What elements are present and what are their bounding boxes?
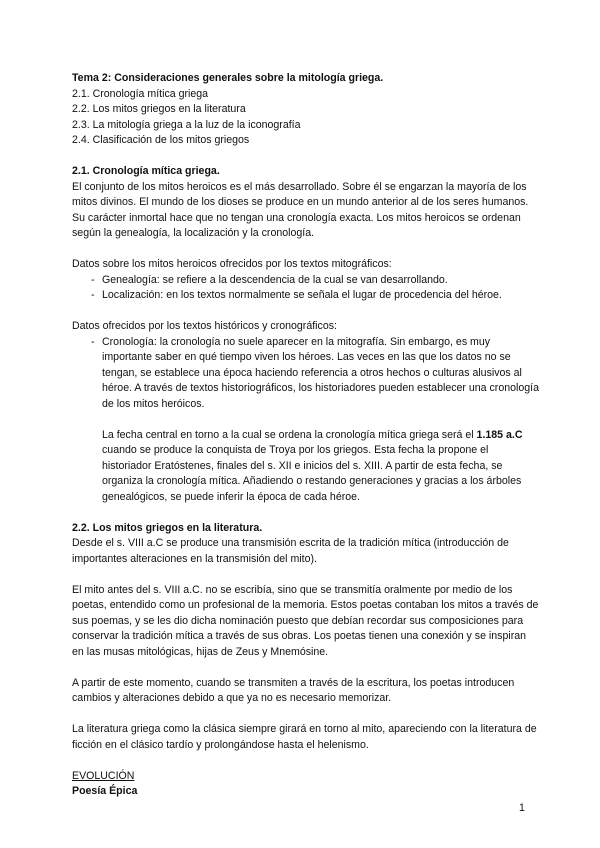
toc-item: 2.2. Los mitos griegos en la literatura bbox=[72, 103, 246, 115]
page-number: 1 bbox=[519, 802, 525, 814]
list-item bbox=[72, 335, 540, 413]
dash-bullet: - bbox=[91, 273, 95, 286]
mythographic-list bbox=[72, 273, 540, 304]
section-2-paragraph-3: A partir de este momento, cuando se transmiten a través de la escritura, los poetas introducen cambios y alteraciones debido a que ya no es necesario memorizar. bbox=[72, 676, 515, 704]
evolution-heading: EVOLUCIÓN bbox=[72, 769, 135, 782]
historic-list bbox=[72, 335, 540, 413]
toc-item: 2.1. Cronología mítica griega bbox=[72, 87, 209, 100]
historic-intro: Datos ofrecidos por los textos históricos y cronográficos: bbox=[72, 320, 337, 332]
section-1-intro: El conjunto de los mitos heroicos es el más desarrollado. Sobre él se engarzan la mayoría de los mitos divinos. El mundo de los dioses se produce en un mundo anterior al de los seres humanos. Su carácter inmortal hace que no tengan una cronología exacta. Los mitos heroicos se ordenan según la genealogía, la localización y la cronología. bbox=[72, 180, 529, 239]
section-2-paragraph-4: La literatura griega como la clásica siempre girará en torno al mito, apareciendo con la literatura de ficción en el clásico tardío y prolongándose hasta el helenismo. bbox=[72, 723, 537, 751]
document-title: Tema 2: Consideraciones generales sobre la mitología griega. bbox=[72, 72, 384, 84]
list-item bbox=[72, 288, 540, 304]
list-item-text: Genealogía: se refiere a la descendencia de la cual se van desarrollando. bbox=[102, 273, 448, 286]
section-heading-2-1: 2.1. Cronología mítica griega. bbox=[72, 165, 220, 177]
dash-bullet: - bbox=[91, 289, 95, 301]
section-heading-2-2: 2.2. Los mitos griegos en la literatura. bbox=[72, 521, 263, 534]
date-text-pre: La fecha central en torno a la cual se ordena la cronología mítica griega será el bbox=[102, 428, 477, 441]
toc-item: 2.3. La mitología griega a la luz de la iconografía bbox=[72, 118, 301, 131]
toc-item: 2.4. Clasificación de los mitos griegos bbox=[72, 134, 250, 146]
section-2-paragraph-1: Desde el s. VIII a.C se produce una transmisión escrita de la tradición mítica (introducción de importantes alteraciones en la transmisión del mito). bbox=[72, 537, 509, 565]
dash-bullet: - bbox=[91, 335, 95, 348]
list-item bbox=[72, 273, 540, 289]
list-item-text: Cronología: la cronología no suele aparecer en la mitografía. Sin embargo, es muy importante saber en qué tiempo viven los héroes. Las veces en las que los datos no se tengan, se establece una época haciendo referencia a otros hechos o culturas alusivos al héroe. A través de textos historiográficos, los historiadores pueden establecer una cronología de los mitos heróicos. bbox=[102, 335, 539, 410]
mythographic-intro: Datos sobre los mitos heroicos ofrecidos por los textos mitográficos: bbox=[72, 258, 392, 270]
central-date: 1.185 a.C bbox=[476, 428, 523, 441]
date-text-post: cuando se produce la conquista de Troya por los griegos. Esta fecha la propone el historiador Eratóstenes, finales del s. XII e inicios del s. XIII. A partir de esta fecha, se organiza la cronología mítica. Añadiendo o restando generaciones y gracias a los árboles genealógicos, se puede inferir la época de cada héroe. bbox=[102, 444, 522, 503]
epic-poetry-heading: Poesía Épica bbox=[72, 785, 138, 797]
central-date-paragraph bbox=[72, 428, 540, 506]
list-item-text: Localización: en los textos normalmente se señala el lugar de procedencia del héroe. bbox=[102, 289, 502, 301]
section-2-paragraph-2: El mito antes del s. VIII a.C. no se escribía, sino que se transmitía oralmente por medio de los poetas, entendido como un profesional de la memoria. Estos poetas contaban los mitos a través de sus poemas, y se les dio dicha nominación puesto que debían recordar sus composiciones para conservar la tradición mítica a través de sus obras. Los poetas tienen una conexión y se inspiran en las musas mitológicas, hijas de Zeus y Mnemósine. bbox=[72, 583, 539, 658]
